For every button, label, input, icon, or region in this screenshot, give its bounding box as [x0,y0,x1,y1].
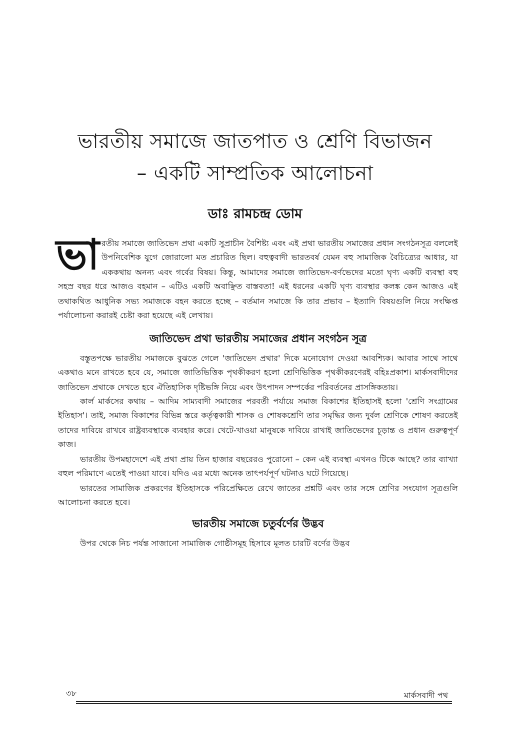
article-title-line-2: – একটি সাম্প্রতিক আলোচনা [136,161,374,185]
body-paragraph: বস্তুতপক্ষে ভারতীয় সমাজকে বুঝতে গেলে 'জাতিভেদ প্রথার' দিকে মনোযোগ দেওয়া আবশ্যিক। আবার সাথে সাথে একথাও মনে রাখতে হবে যে, সমাজে জাতিভিত্তিক পৃথকীকরণ হলো শ্রেণিভিত্তিক পৃথকীকরণেরই বহিঃপ্রকাশ। মার্কসবাদীদের জাতিভেদ প্রথাকে দেখতে হবে ঐতিহাসিক দৃষ্টিভঙ্গি নিয়ে এবং উৎপাদন সম্পর্কের পরিবর্তনের প্রাসঙ্গিকতায়। [58,352,458,392]
footer-divider [76,701,452,704]
author-name: ডাঃ রামচন্দ্র ডোম [207,206,303,222]
body-paragraph: ভারতীয় উপমহাদেশে এই প্রথা প্রায় তিন হাজার বছরেরও পুরোনো – কেন এই ব্যবস্থা এখনও টিকে আছে? তার ব্যাখ্যা বহুল পরিমাণে এতেই পাওয়া যাবে। যদিও এর মধ্যে অনেক তাৎপর্যপূর্ণ ঘটনাও ঘটে গিয়েছে। [58,453,458,479]
section-heading-four-varnas: ভারতীয় সমাজে চতুর্বর্ণের উদ্ভব [192,518,324,531]
section-heading-caste-system: জাতিভেদ প্রথা ভারতীয় সমাজের প্রধান সংগঠন সূত্র [149,333,367,346]
article-body [56,230,458,550]
body-paragraph: ভারতের সামাজিক প্রকরণের ইতিহাসকে পরিপ্রেক্ষিতে রেখে জাতের প্রশ্নটি এবং তার সঙ্গে শ্রেণির সংযোগ সূত্রগুলি আলোচনা করতে হবে। [58,482,458,507]
intro-paragraph-text: রতীয় সমাজে জাতিভেদ প্রথা একটি সুপ্রাচীন বৈশিষ্ট্য এবং এই প্রথা ভারতীয় সমাজের প্রধান সংগঠনসূত্র বললেই উপনিবেশিক যুগে জোরালো মত প্রচারিত ছিল। বহুত্ববাদী ভারতবর্ষ যেমন বহু সামাজিক বৈচিত্র্যের আধার, যা এককথায় অনন্য এবং গর্বের বিষয়। কিন্তু, আমাদের সমাজে জাতিভেদ-বর্ণভেদের মতো ঘৃণ্য একটি ব্যবস্থা বহু সহস্র বছর ধরে আজও বহমান – এটিও একটি অবাঞ্ছিত বাস্তবতা! এই ধরনের একটি ঘৃণ্য ব্যবস্থার কলঙ্ক কেন আজও এই তথাকথিত আধুনিক সভ্য সমাজকে বহন করতে হচ্ছে – বর্তমান সমাজে কি তার প্রভাব – ইত্যাদি বিষয়গুলি নিয়ে সংক্ষিপ্ত পর্যালোচনা করারই চেষ্টা করা হয়েছে এই লেখায়। [58,238,458,321]
intro-paragraph [56,230,458,322]
drop-cap: ভা [56,230,100,279]
body-paragraph: উপর থেকে নিচ পর্যন্ত সাজানো সামাজিক গোষ্ঠীসমূহ হিসাবে মূলত চারটি বর্ণের উদ্ভব [80,537,350,548]
page-number: ৩৮ [66,689,77,698]
article-title-line-1: ভারতীয় সমাজে জাতপাত ও শ্রেণি বিভাজন [77,129,433,153]
body-paragraph: কার্ল মার্কসের কথায় – আদিম সাম্যবাদী সমাজের পরবর্তী পর্যায়ে সমাজ বিকাশের ইতিহাসই হলো 'শ্রেণি সংগ্রামের ইতিহাস'। তাই, সমাজ বিকাশের বিভিন্ন স্তরে কর্তৃত্বকারী শাসক ও শোষকশ্রেণি তার সমৃদ্ধির জন্য দুর্বল শ্রেণিকে শোষণ করতেই তাদের দাবিয়ে রাখবে রাষ্ট্রব্যবস্থাকে ব্যবহার করে। খেটে-খাওয়া মানুষকে দাবিয়ে রাখাই জাতিভেদের চূড়ান্ত ও প্রধান গুরুত্বপূর্ণ কাজ। [58,396,458,450]
journal-name: মার্কসবাদী পথ [404,691,449,700]
